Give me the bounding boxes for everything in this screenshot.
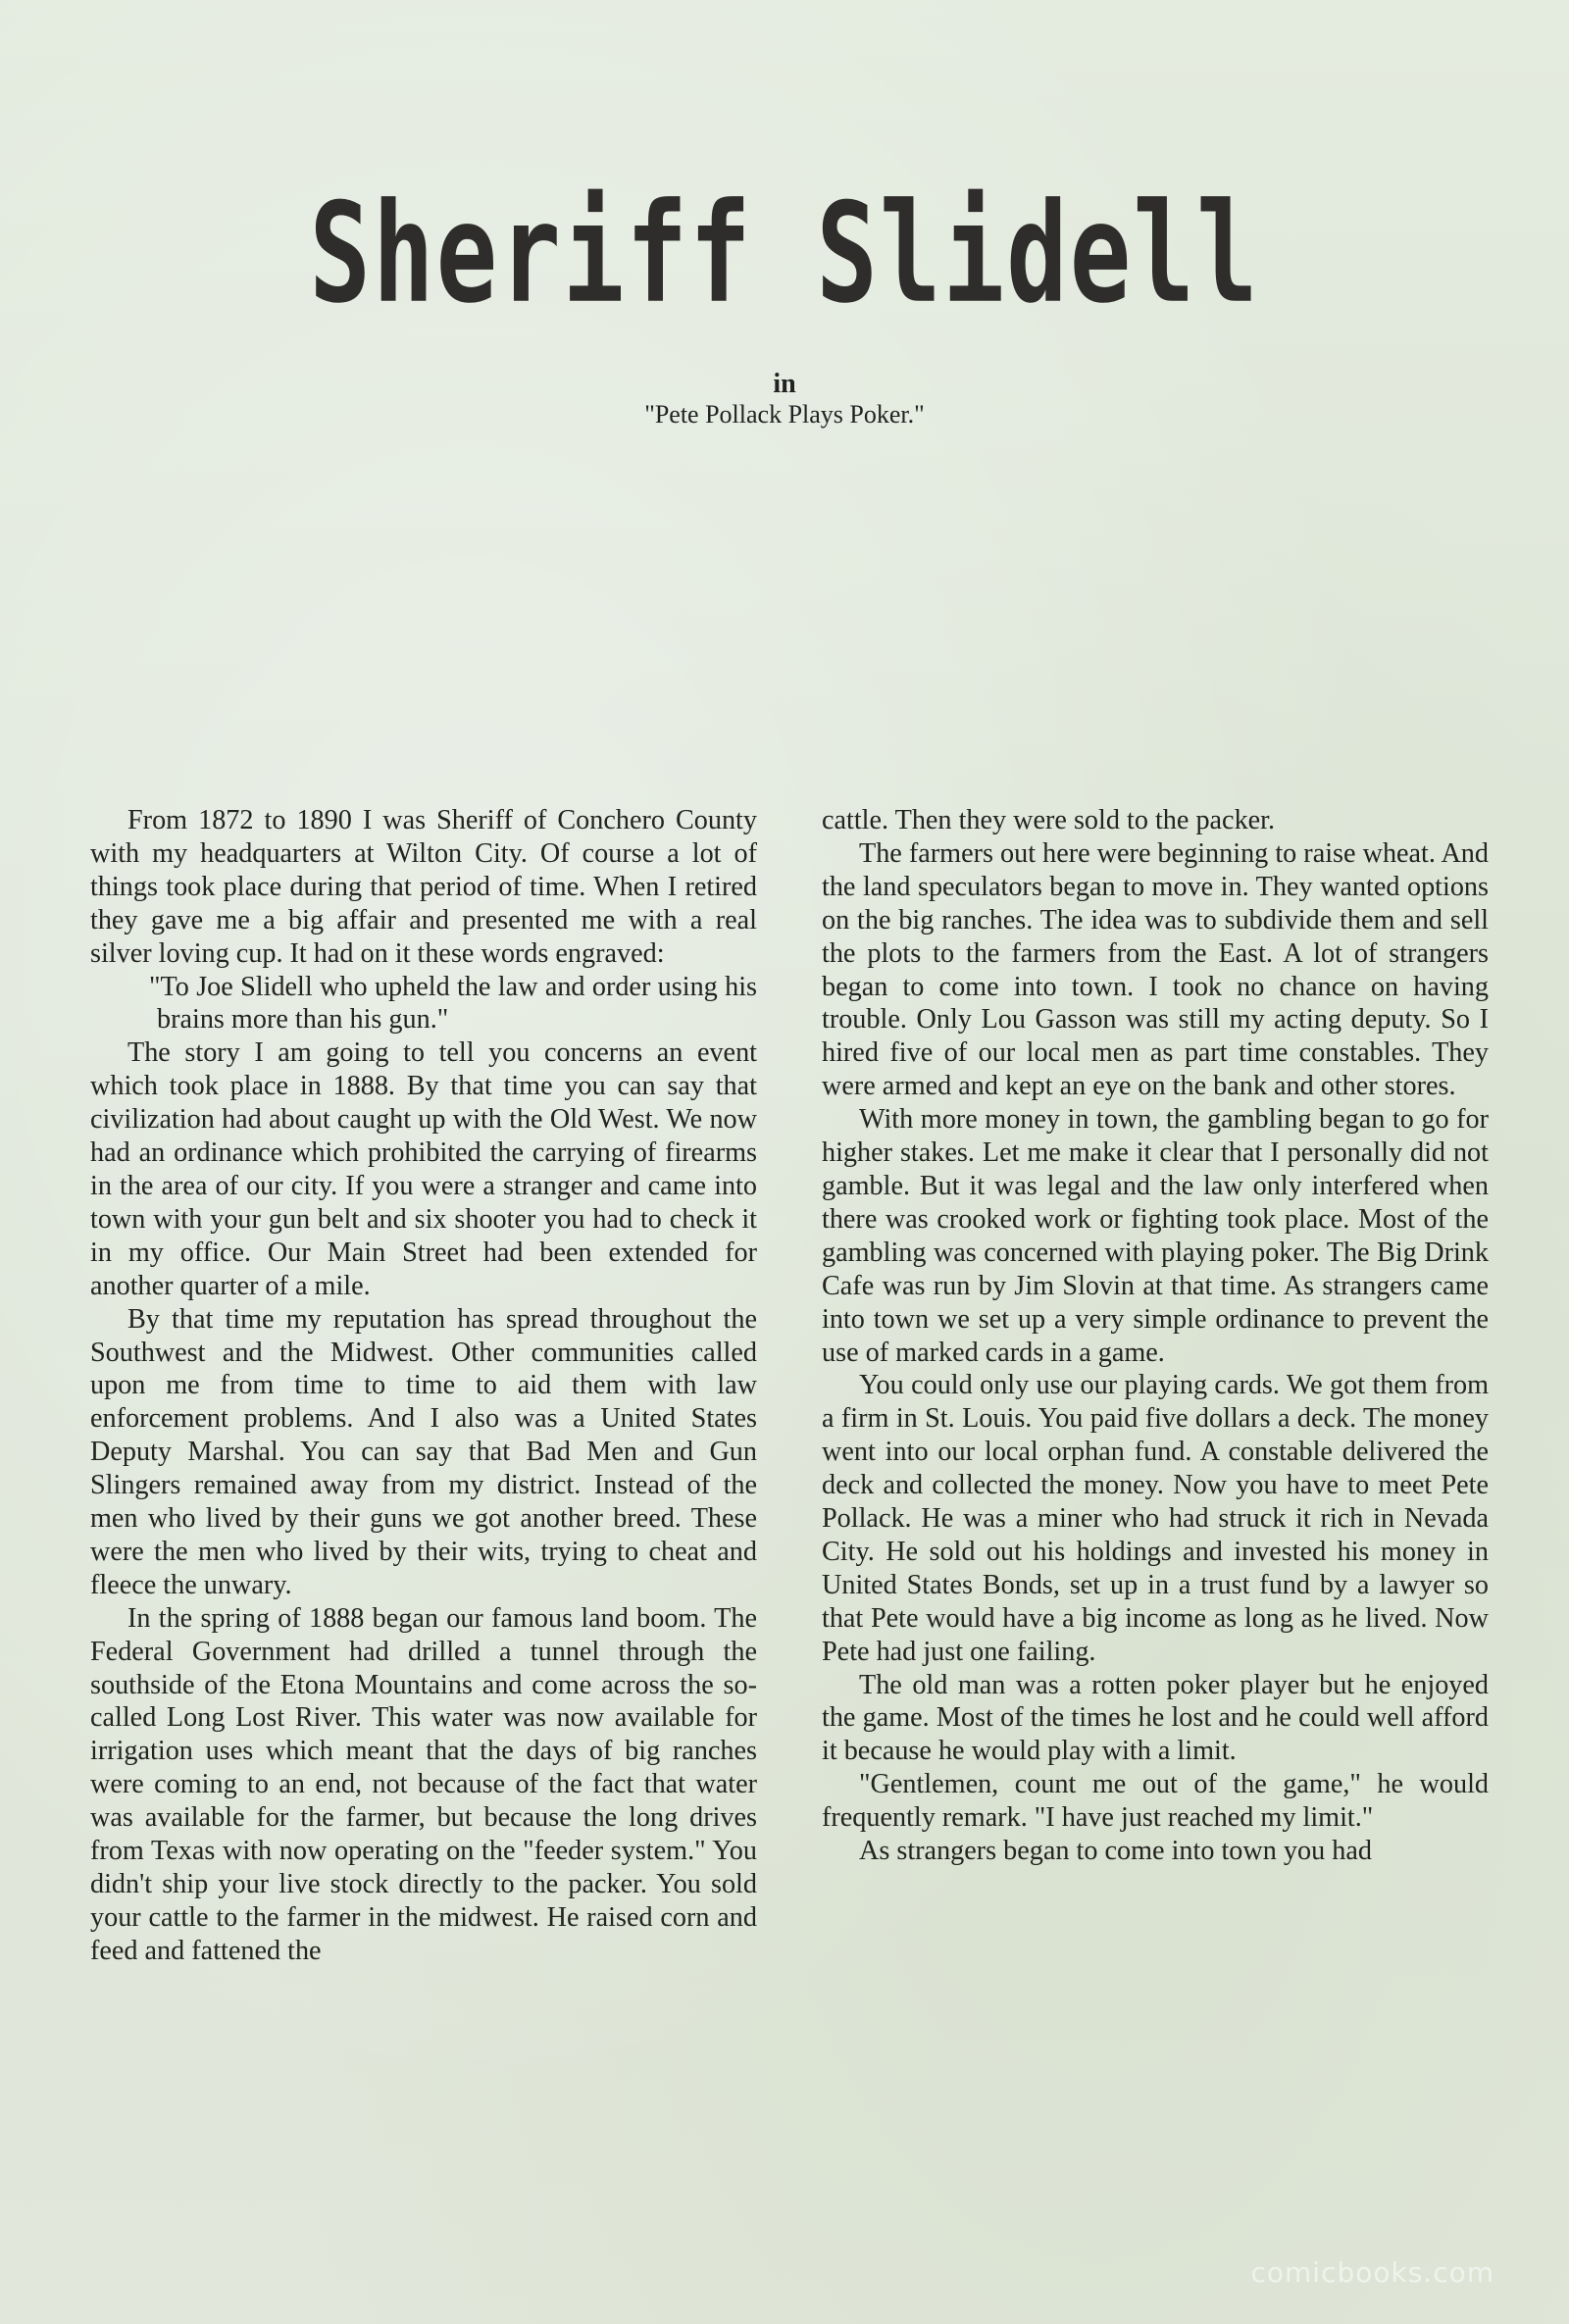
- paragraph: In the spring of 1888 began our famous land boom. The Federal Government had drilled a tunnel through the southside of the Etona Mountains and come across the so-called Long Lost River. This water was now available for irrigation uses which meant that the days of big ranches were coming to an end, not because of the fact that water was available for the farmer, but because the long drives from Texas with now operating on the "feeder system." You didn't ship your live stock directly to the packer. You sold your cattle to the farmer in the midwest. He raised corn and feed and fattened the: [90, 1602, 757, 1966]
- paragraph: The old man was a rotten poker player but he enjoyed the game. Most of the times he lost and he could well afford it because he would play with a limit.: [822, 1669, 1489, 1767]
- engraving-quote: "To Joe Slidell who upheld the law and order using his brains more than his gun.": [149, 971, 757, 1036]
- paragraph: cattle. Then they were sold to the packer.: [822, 805, 1276, 835]
- story-title: Sheriff Slidell: [309, 172, 1260, 334]
- story-subtitle: "Pete Pollack Plays Poker.": [644, 400, 925, 429]
- paragraph: "Gentlemen, count me out of the game," he would frequently remark. "I have just reached my limit.": [822, 1769, 1489, 1834]
- paragraph: You could only use our playing cards. We got them from a firm in St. Louis. You paid five dollars a deck. The money went into our local orphan fund. A constable delivered the deck and collected the money. Now you have to meet Pete Pollack. He was a miner who had struck it rich in Nevada City. He sold out his holdings and invested his money in United States Bonds, set up in a trust fund by a lawyer so that Pete would have a big income as long as he lived. Now Pete had just one failing.: [822, 1370, 1489, 1667]
- paragraph: The farmers out here were beginning to raise wheat. And the land speculators began to move in. They wanted options on the big ranches. The idea was to subdivide them and sell the plots to the farmers from the East. A lot of strangers began to come into town. I took no chance on having trouble. Only Lou Gasson was still my acting deputy. So I hired five of our local men as part time constables. They were armed and kept an eye on the bank and other stores.: [822, 837, 1489, 1102]
- paragraph: With more money in town, the gambling began to go for higher stakes. Let me make it clear that I personally did not gamble. But it was legal and the law only interfered when there was crooked work or fighting took place. Most of the gambling was concerned with playing poker. The Big Drink Cafe was run by Jim Slovin at that time. As strangers came into town we set up a very simple ordinance to prevent the use of marked cards in a game.: [822, 1104, 1489, 1368]
- left-text-column: [90, 804, 757, 1968]
- right-text-column: [822, 804, 1489, 1868]
- paragraph: From 1872 to 1890 I was Sheriff of Conchero County with my headquarters at Wilton City. Of course a lot of things took place during that period of time. When I retired they gave me a big affair and presented me with a real silver loving cup. It had on it these words engraved:: [90, 805, 757, 969]
- paragraph: The story I am going to tell you concerns an event which took place in 1888. By that time you can say that civilization had about caught up with the Old West. We now had an ordinance which prohibited the carrying of firearms in the area of our city. If you were a stranger and came into town with your gun belt and six shooter you had to check it in my office. Our Main Street had been extended for another quarter of a mile.: [90, 1037, 757, 1301]
- title-connector: in: [773, 369, 796, 399]
- site-watermark: comicbooks.com: [1250, 2256, 1494, 2289]
- paragraph: By that time my reputation has spread throughout the Southwest and the Midwest. Other communities called upon me from time to time to aid them with law enforcement problems. And I also was a United States Deputy Marshal. You can say that Bad Men and Gun Slingers remained away from my district. Instead of the men who lived by their guns we got another breed. These were the men who lived by their wits, trying to cheat and fleece the unwary.: [90, 1303, 757, 1600]
- paragraph: As strangers began to come into town you had: [859, 1836, 1372, 1867]
